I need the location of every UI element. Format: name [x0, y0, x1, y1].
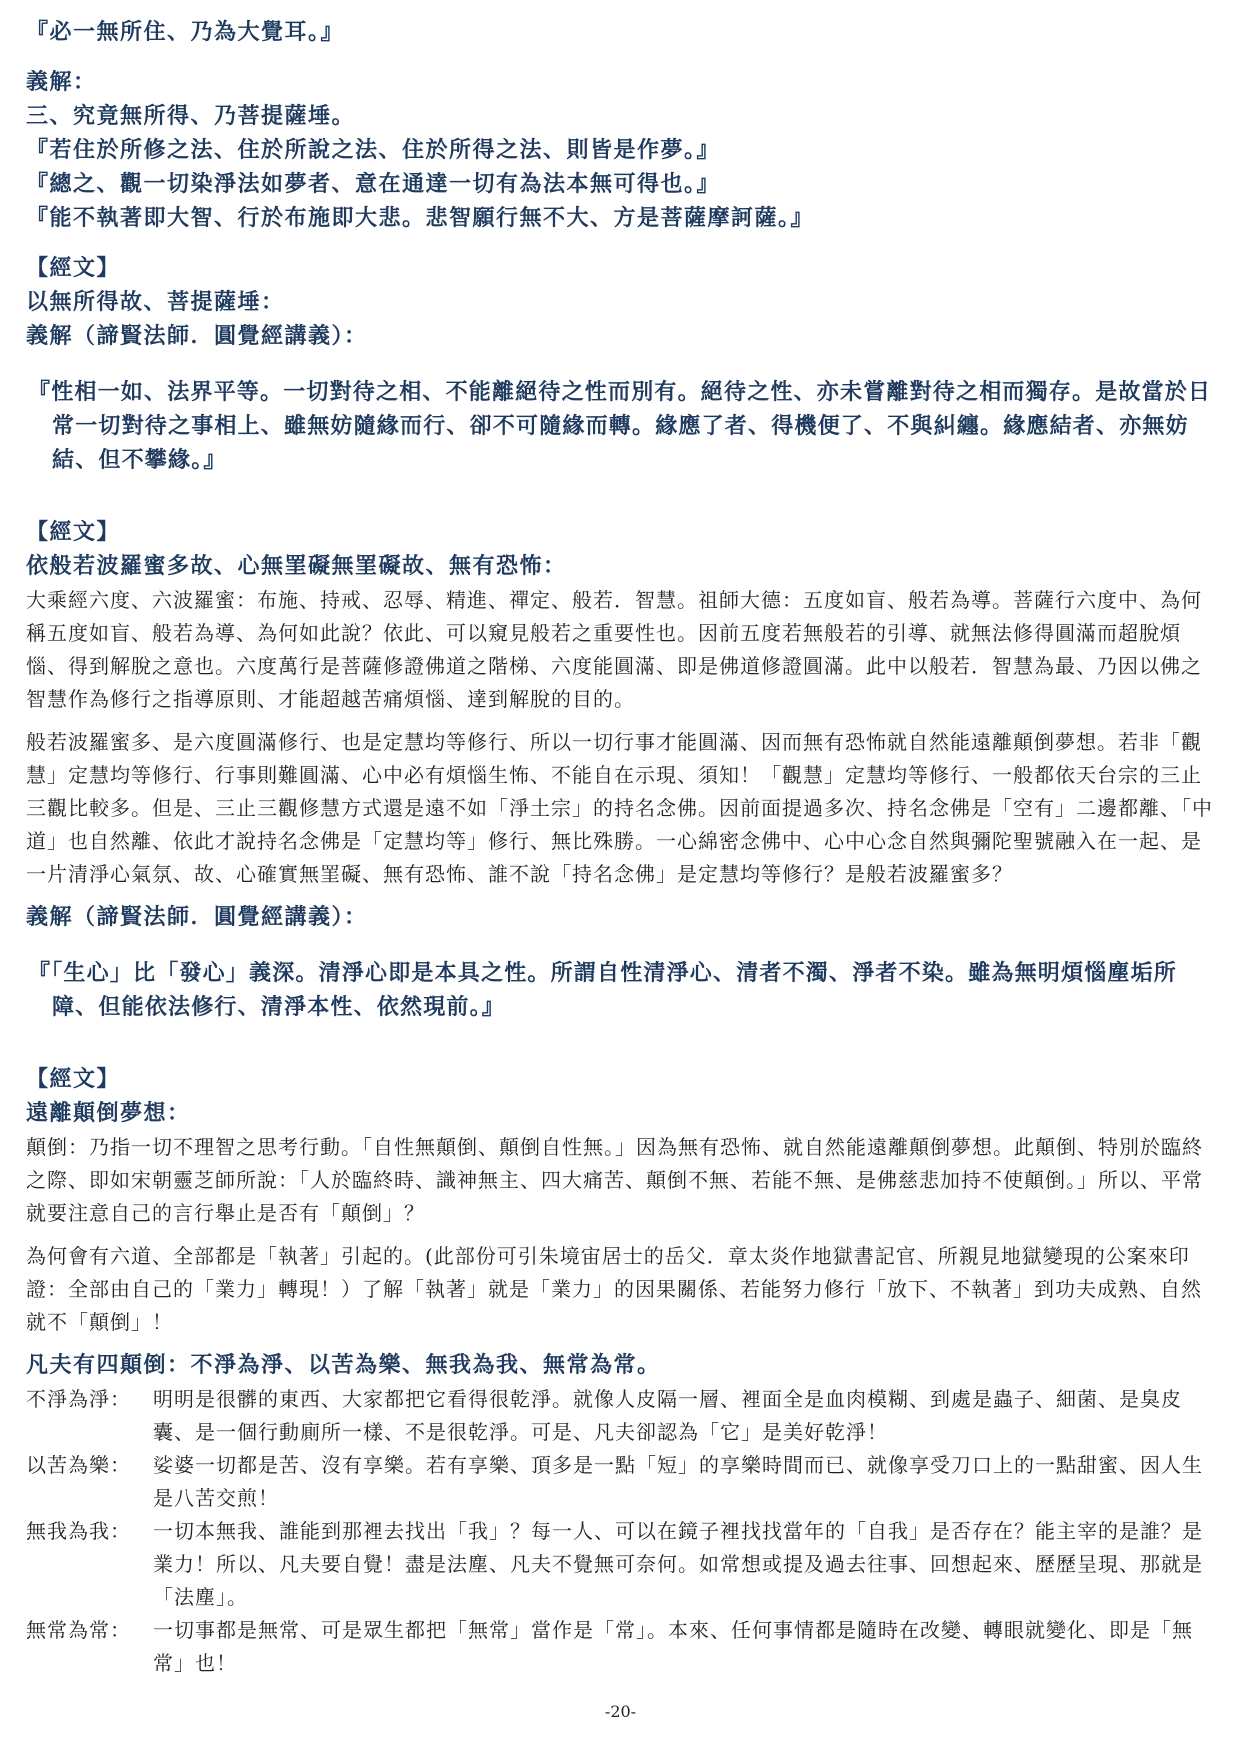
yijie-label: 義解：	[26, 70, 97, 95]
sutra-text: 依般若波羅蜜多故、心無罣礙無罣礙故、無有恐怖：	[26, 554, 567, 579]
page-number: -20-	[604, 1702, 637, 1721]
inversion-text: 明明是很髒的東西、大家都把它看得很乾淨。就像人皮隔一層、裡面全是血肉模糊、到處是蟲子、細菌、是臭皮囊、是一個行動廁所一樣、不是很乾淨。可是、凡夫卻認為「它」是美好乾淨！	[153, 1387, 1182, 1444]
quote-line: 『總之、觀一切染淨法如夢者、意在通達一切有為法本無可得也。』	[26, 172, 721, 197]
quote-line: 『能不執著即大智、行於布施即大悲。悲智願行無不大、方是菩薩摩訶薩。』	[26, 206, 815, 231]
inversion-term: 不淨為淨：	[26, 1387, 131, 1411]
commentary-heading: 義解（諦賢法師．圓覺經講義）：	[26, 905, 368, 930]
four-inversions-heading: 凡夫有四顛倒：不淨為淨、以苦為樂、無我為我、無常為常。	[26, 1353, 661, 1378]
section-2	[26, 252, 1215, 478]
inversion-term: 無常為常：	[26, 1618, 131, 1642]
commentary-heading: 義解（諦賢法師．圓覺經講義）：	[26, 324, 368, 349]
sutra-label: 【經文】	[26, 1067, 121, 1092]
commentary-quote: 『「生心」比「發心」義深。清淨心即是本具之性。所謂自性清淨心、清者不濁、淨者不染。雖為無明煩惱塵垢所障、但能依法修行、清淨本性、依然現前。』	[28, 961, 1178, 1020]
inversion-text: 娑婆一切都是苦、沒有享樂。若有享樂、頂多是一點「短」的享樂時間而已、就像享受刀口上的一點甜蜜、因人生是八苦交煎！	[153, 1453, 1203, 1510]
sutra-label: 【經文】	[26, 256, 121, 281]
section-4	[26, 1063, 1215, 1680]
inversion-text: 一切本無我、誰能到那裡去找出「我」？每一人、可以在鏡子裡找找當年的「自我」是否存在？能主宰的是誰？是業力！所以、凡夫要自覺！盡是法塵、凡夫不覺無可奈何。如常想或提及過去往事、回想起來、歷歷呈現、那就是「法塵」。	[153, 1519, 1203, 1609]
inversion-text: 一切事都是無常、可是眾生都把「無常」當作是「常」。本來、任何事情都是隨時在改變、轉眼就變化、即是「無常」也！	[153, 1618, 1193, 1675]
point-three: 三、究竟無所得、乃菩提薩埵。	[26, 104, 356, 129]
quote-line: 『若住於所修之法、住於所說之法、住於所得之法、則皆是作夢。』	[26, 138, 721, 163]
inversion-list	[26, 1383, 1215, 1680]
sutra-text: 以無所得故、菩提薩埵：	[26, 290, 285, 315]
inversion-term: 無我為我：	[26, 1519, 131, 1543]
section-3	[26, 516, 1215, 1025]
sutra-label: 【經文】	[26, 520, 121, 545]
sutra-text: 遠離顛倒夢想：	[26, 1101, 191, 1126]
inversion-term: 以苦為樂：	[26, 1453, 131, 1477]
body-paragraph: 為何會有六道、全部都是「執著」引起的。(此部份可引朱境宙居士的岳父．章太炎作地獄書記官、所親見地獄變現的公案來印證：全部由自己的「業力」轉現！）了解「執著」就是「業力」的因果關係、若能努力修行「放下、不執著」到功夫成熟、自然就不「顛倒」！	[26, 1244, 1202, 1334]
body-paragraph: 顛倒：乃指一切不理智之思考行動。「自性無顛倒、顛倒自性無。」因為無有恐怖、就自然能遠離顛倒夢想。此顛倒、特別於臨終之際、即如宋朝靈芝師所說：「人於臨終時、識神無主、四大痛苦、顛倒不無、若能不無、是佛慈悲加持不使顛倒。」所以、平常就要注意自己的言行舉止是否有「顛倒」？	[26, 1135, 1203, 1225]
body-paragraph: 大乘經六度、六波羅蜜：布施、持戒、忍辱、精進、禪定、般若．智慧。祖師大德：五度如盲、般若為導。菩薩行六度中、為何稱五度如盲、般若為導、為何如此說？依此、可以窺見般若之重要性也。因前五度若無般若的引導、就無法修得圓滿而超脫煩惱、得到解脫之意也。六度萬行是菩薩修證佛道之階梯、六度能圓滿、即是佛道修證圓滿。此中以般若．智慧為最、乃因以佛之智慧作為修行之指導原則、才能超越苦痛煩惱、達到解脫的目的。	[26, 588, 1202, 711]
body-paragraph: 般若波羅蜜多、是六度圓滿修行、也是定慧均等修行、所以一切行事才能圓滿、因而無有恐怖就自然能遠離顛倒夢想。若非「觀慧」定慧均等修行、行事則難圓滿、心中必有煩惱生怖、不能自在示現、須知！「觀慧」定慧均等修行、一般都依天台宗的三止三觀比較多。但是、三止三觀修慧方式還是遠不如「淨土宗」的持名念佛。因前面提過多次、持名念佛是「空有」二邊都離、「中道」也自然離、依此才說持名念佛是「定慧均等」修行、無比殊勝。一心綿密念佛中、心中心念自然與彌陀聖號融入在一起、是一片清淨心氣氛、故、心確實無罣礙、無有恐怖、誰不說「持名念佛」是定慧均等修行？是般若波羅蜜多？	[26, 730, 1213, 886]
commentary-quote: 『性相一如、法界平等。一切對待之相、不能離絕待之性而別有。絕待之性、亦未嘗離對待之相而獨存。是故當於日常一切對待之事相上、雖無妨隨緣而行、卻不可隨緣而轉。緣應了者、得機便了、不與糾纏。緣應結者、亦無妨結、但不攀緣。』	[28, 380, 1212, 473]
opening-quote: 『必一無所住、乃為大覺耳。』	[26, 20, 345, 45]
section-1	[26, 16, 1215, 236]
